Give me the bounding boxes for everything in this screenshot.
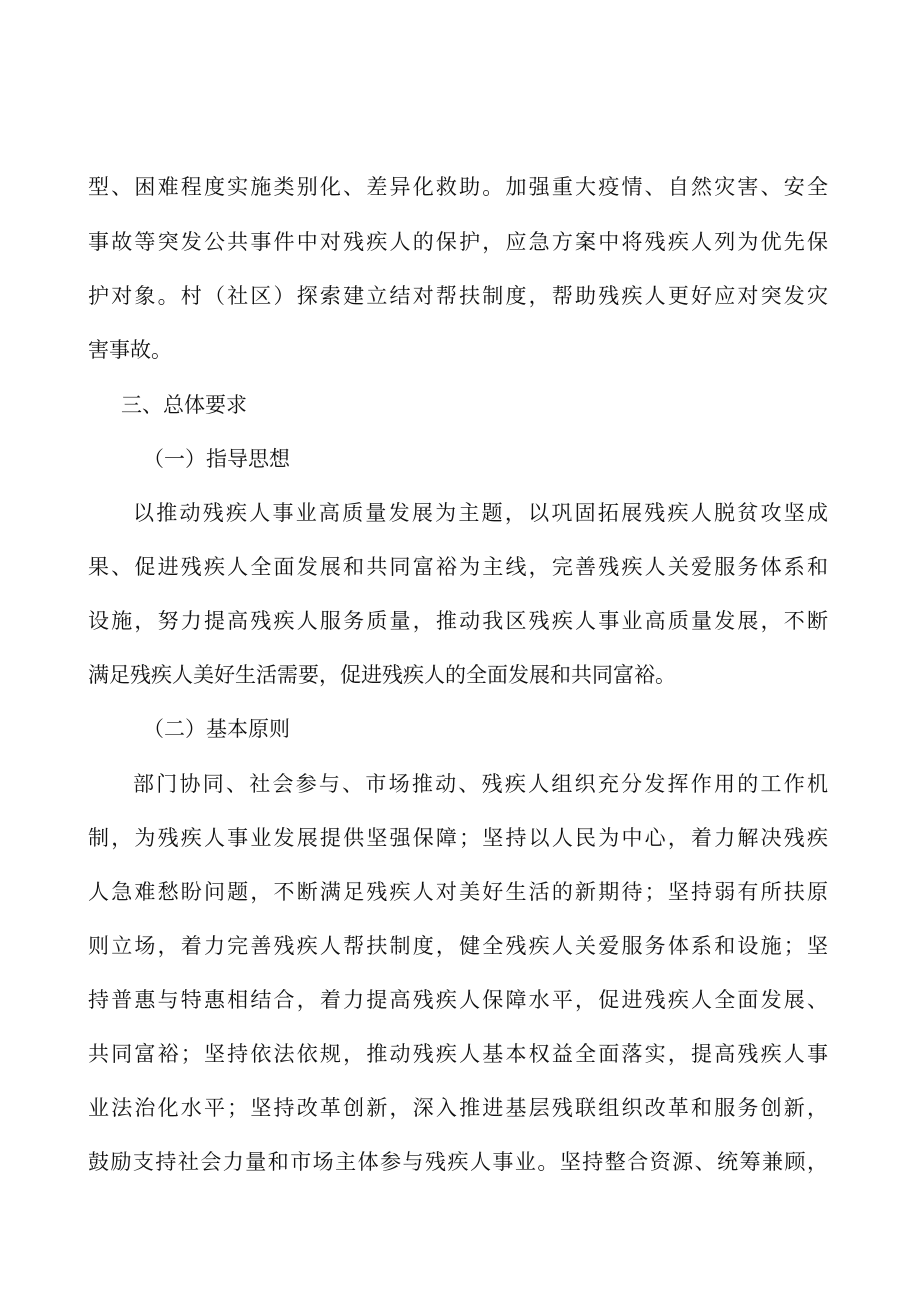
paragraph-line: 部门协同、社会参与、市场推动、残疾人组织充分发挥作用的工作机 — [133, 772, 828, 796]
paragraph-line: 业法治化水平；坚持改革创新，深入推进基层残联组织改革和服务创新， — [88, 1096, 828, 1120]
paragraph-line: 鼓励支持社会力量和市场主体参与残疾人事业。坚持整合资源、统筹兼顾， — [88, 1150, 828, 1174]
paragraph-line: 护对象。村（社区）探索建立结对帮扶制度，帮助残疾人更好应对突发灾 — [88, 284, 828, 308]
paragraph-line: 事故等突发公共事件中对残疾人的保护，应急方案中将残疾人列为优先保 — [88, 230, 828, 254]
subsection-heading: （一）指导思想 — [143, 447, 290, 471]
paragraph-line: 满足残疾人美好生活需要，促进残疾人的全面发展和共同富裕。 — [88, 663, 676, 687]
paragraph-line: 持普惠与特惠相结合，着力提高残疾人保障水平，促进残疾人全面发展、 — [88, 988, 828, 1012]
paragraph-line: 人急难愁盼问题，不断满足残疾人对美好生活的新期待；坚持弱有所扶原 — [88, 880, 828, 904]
paragraph-line: 则立场，着力完善残疾人帮扶制度，健全残疾人关爱服务体系和设施；坚 — [88, 934, 828, 958]
paragraph-line: 共同富裕；坚持依法依规，推动残疾人基本权益全面落实，提高残疾人事 — [88, 1042, 828, 1066]
paragraph-line: 害事故。 — [88, 338, 172, 362]
paragraph-line: 制，为残疾人事业发展提供坚强保障；坚持以人民为中心，着力解决残疾 — [88, 826, 828, 850]
paragraph-line: 设施，努力提高残疾人服务质量，推动我区残疾人事业高质量发展，不断 — [88, 609, 828, 633]
section-heading: 三、总体要求 — [121, 393, 247, 417]
paragraph-line: 果、促进残疾人全面发展和共同富裕为主线，完善残疾人关爱服务体系和 — [88, 555, 828, 579]
subsection-heading: （二）基本原则 — [143, 717, 290, 741]
paragraph-line: 型、困难程度实施类别化、差异化救助。加强重大疫情、自然灾害、安全 — [88, 175, 828, 199]
paragraph-line: 以推动残疾人事业高质量发展为主题，以巩固拓展残疾人脱贫攻坚成 — [133, 501, 828, 525]
